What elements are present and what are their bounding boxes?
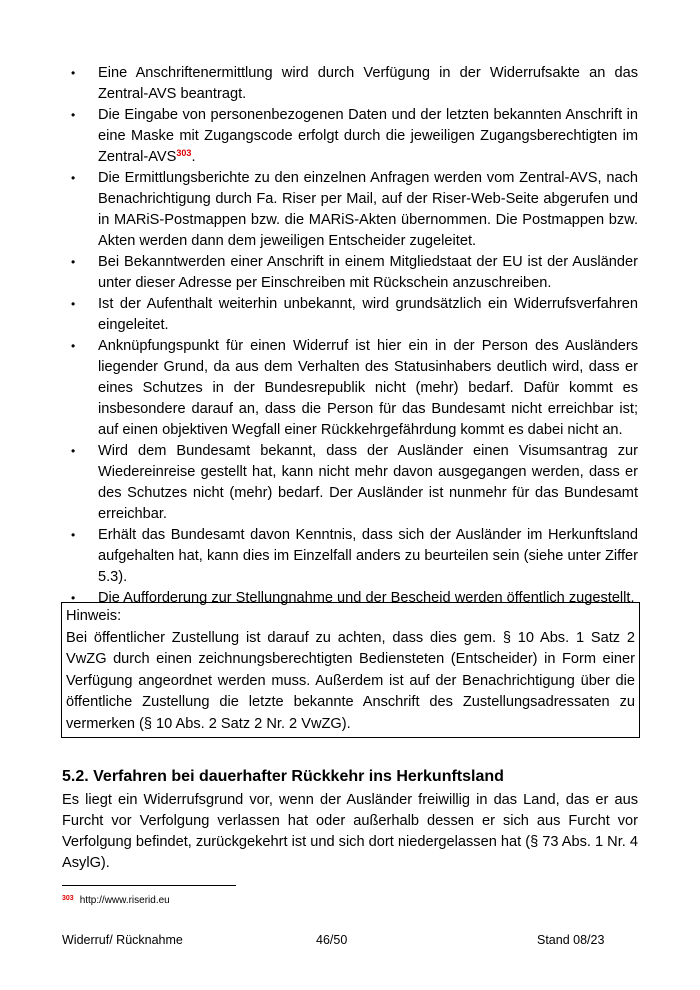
- hint-text: Bei öffentlicher Zustellung ist darauf zu achten, dass dies gem. § 10 Abs. 1 Satz 2 VwZG durch einen zeichnungsberechtigten Bediensteten (Entscheider) in Form einer Verfügung angeordnet werden muss. Außerdem ist auf der Benachrichtigung über die öffentliche Zustellung die letzte bekannte Anschrift des Zustellungsadressaten zu vermerken (§ 10 Abs. 2 Satz 2 Nr. 2 VwZG).: [66, 629, 635, 732]
- section-heading: 5.2. Verfahren bei dauerhafter Rückkehr ins Herkunftsland: [62, 768, 504, 785]
- footnote-separator: [62, 885, 236, 886]
- bullet-list: [62, 63, 638, 609]
- footnote-link[interactable]: http://www.riserid.eu: [79, 895, 170, 906]
- footnote-reference[interactable]: 303: [176, 148, 192, 158]
- hint-box: [61, 602, 640, 738]
- footer-page-number: 46/50: [316, 933, 348, 947]
- bullet-item: • Ist der Aufenthalt weiterhin unbekannt, wird grundsätzlich ein Widerrufsverfahren eingeleitet.: [62, 294, 638, 336]
- footnote-number: 303: [62, 895, 74, 902]
- section-paragraph: Es liegt ein Widerrufsgrund vor, wenn der Ausländer freiwillig in das Land, das er aus Furcht vor Verfolgung verlassen hat oder außerhalb dessen er sich aus Furcht vor Verfolgung befindet, zurückgekehrt ist und sich dort niedergelassen hat (§ 73 Abs. 1 Nr. 4 AsylG).: [62, 792, 638, 871]
- footer-version-date: Stand 08/23: [537, 933, 605, 947]
- bullet-item: • Erhält das Bundesamt davon Kenntnis, dass sich der Ausländer im Herkunftsland aufgehalten hat, kann dies im Einzelfall anders zu beurteilen sein (siehe unter Ziffer 5.3).: [62, 525, 638, 588]
- bullet-item: • Die Aufforderung zur Stellungnahme und der Bescheid werden öffentlich zugestellt.: [62, 588, 638, 609]
- bullet-item: • Bei Bekanntwerden einer Anschrift in einem Mitgliedstaat der EU ist der Ausländer unter dieser Adresse per Einschreiben mit Rückschein anzuschreiben.: [62, 252, 638, 294]
- bullet-item: • Die Ermittlungsberichte zu den einzelnen Anfragen werden vom Zentral-AVS, nach Benachrichtigung durch Fa. Riser per Mail, auf der Riser-Web-Seite abgerufen und in MARiS-Postmappen bzw. die MARiS-Akten übernommen. Die Postmappen bzw. Akten werden dann dem jeweiligen Entscheider zugeleitet.: [62, 168, 638, 252]
- hint-title: Hinweis:: [66, 608, 122, 624]
- footnote: [62, 893, 170, 907]
- bullet-item: • Eine Anschriftenermittlung wird durch Verfügung in der Widerrufsakte an das Zentral-AVS beantragt.: [62, 63, 638, 105]
- bullet-item: • Anknüpfungspunkt für einen Widerruf ist hier ein in der Person des Ausländers liegender Grund, da aus dem Verhalten des Statusinhabers deutlich wird, dass er eines Schutzes in der Bundesrepublik nicht (mehr) bedarf. Dafür kommt es insbesondere darauf an, dass die Person für das Bundesamt nicht erreichbar ist; auf einen objektiven Wegfall einer Rückkehrgefährdung kommt es dabei nicht an.: [62, 336, 638, 441]
- bullet-item: • Wird dem Bundesamt bekannt, dass der Ausländer einen Visumsantrag zur Wiedereinreise gestellt hat, kann nicht mehr davon ausgegangen werden, dass er des Schutzes nicht (mehr) bedarf. Der Ausländer ist nunmehr für das Bundesamt erreichbar.: [62, 441, 638, 525]
- bullet-item: • Die Eingabe von personenbezogenen Daten und der letzten bekannten Anschrift in eine Maske mit Zugangscode erfolgt durch die jeweiligen Zugangsberechtigten im Zentral-AVS$^{303}$.: [62, 105, 638, 168]
- footer-document-title: Widerruf/ Rücknahme: [62, 933, 183, 947]
